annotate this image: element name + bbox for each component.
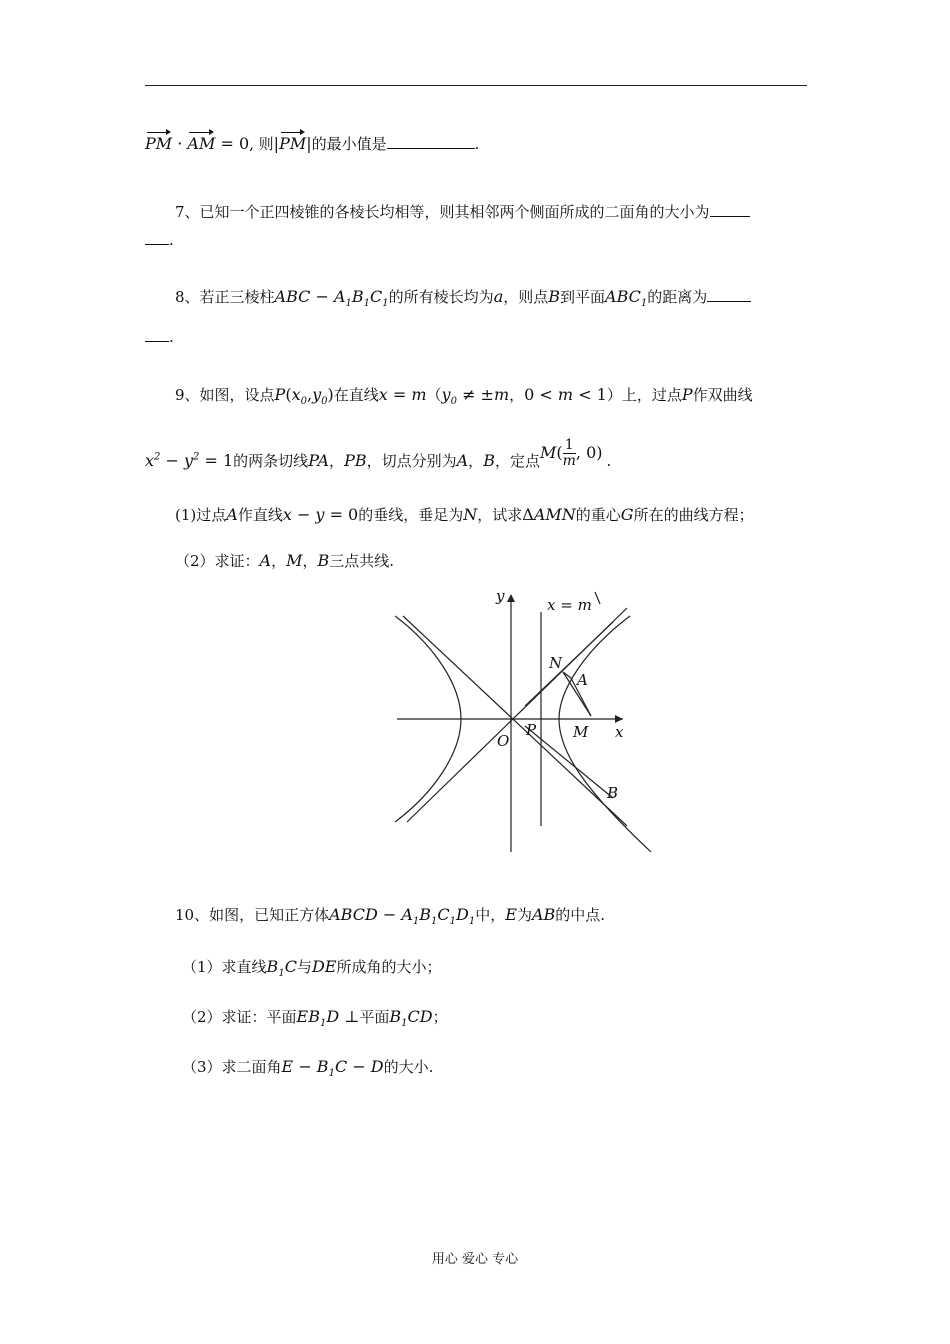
math-expr: x = m	[378, 385, 427, 404]
text: 的所有棱长均为	[388, 288, 494, 306]
text: （2）求证：平面	[182, 1008, 297, 1026]
problem-9-q1	[175, 504, 754, 526]
tangent-pb	[525, 726, 613, 798]
math-expr: $P(x_0,y_0)$	[274, 385, 334, 408]
problem-text: 10、如图，已知正方体	[175, 906, 330, 924]
math-expr: a	[493, 287, 504, 306]
math-expr: ABCD − $A_1B_1C_1D_1$	[329, 905, 476, 928]
math-expr: $y_0 \ne \pm m$	[441, 385, 510, 408]
text: 为	[516, 906, 532, 924]
text: 平面	[359, 1008, 390, 1026]
text: 中，	[475, 906, 506, 924]
axis-tick	[595, 592, 600, 604]
label-x: x	[615, 723, 624, 741]
math-expr: 0 < m < 1	[524, 385, 607, 404]
math-expr: DE	[311, 957, 337, 976]
y-axis-arrow	[507, 594, 515, 602]
text: (1)过点	[175, 506, 227, 524]
math-expr: x − y = 0	[282, 505, 359, 524]
text: .	[606, 452, 612, 470]
label-line: x = m	[547, 596, 592, 614]
tangent-pa	[525, 622, 613, 706]
problem-10-q3	[182, 1056, 433, 1085]
x-axis-arrow	[615, 715, 623, 723]
text: ，	[468, 452, 484, 470]
problem-9-q2	[175, 550, 394, 572]
problem-10	[175, 904, 605, 933]
problem-7-line2	[145, 229, 174, 251]
math-expr: M	[286, 551, 303, 570]
answer-blank	[145, 329, 169, 342]
text: 三点共线.	[329, 552, 395, 570]
asymptote-down	[403, 616, 627, 826]
math-expr: B	[548, 287, 561, 306]
page-footer: 用心 爱心 专心	[431, 1252, 519, 1267]
math-expr: A	[259, 551, 272, 570]
problem-6-tail	[145, 133, 479, 155]
label-m: M	[573, 723, 589, 741]
math-expr: PB	[344, 451, 367, 470]
math-expr: PA	[308, 451, 330, 470]
text: 的最小值是	[311, 135, 387, 153]
text: , 则	[249, 135, 274, 153]
problem-9-line2	[145, 437, 612, 477]
text: 的垂线，垂足为	[358, 506, 464, 524]
text: （2）求证：	[175, 552, 260, 570]
math-expr: $B_1C$	[266, 957, 297, 980]
text: .	[169, 231, 174, 249]
math-expr: $EB_1D$ ⊥	[296, 1007, 360, 1030]
text: ，	[302, 552, 318, 570]
text: 的重心	[575, 506, 621, 524]
problem-9	[175, 384, 753, 413]
problem-10-q2	[182, 1006, 448, 1035]
text: （	[426, 386, 442, 404]
header-rule	[145, 85, 807, 86]
math-expr: ABC − $A_1B_1C_1$	[274, 287, 389, 310]
math-expr: A	[226, 505, 238, 524]
text: ）上，过点	[606, 386, 682, 404]
math-expr: G	[620, 505, 634, 524]
text: 所在的曲线方程；	[633, 506, 754, 524]
math-expr: A	[456, 451, 469, 470]
text: ，试求	[477, 506, 523, 524]
math-expr: AB	[531, 905, 556, 924]
text: ，	[271, 552, 287, 570]
fraction: $\frac{1}{m}$	[562, 437, 576, 469]
problem-text: 9、如图，设点	[175, 386, 275, 404]
label-a: A	[577, 671, 588, 689]
label-n: N	[549, 654, 563, 672]
math-expr: B	[317, 551, 330, 570]
text: 的大小.	[383, 1058, 434, 1076]
math-expr: B	[483, 451, 495, 470]
math-expr: M( $\frac{1}{m}$ , 0)	[539, 437, 603, 469]
answer-blank	[710, 204, 750, 217]
text: 的中点.	[555, 906, 606, 924]
problem-text: 8、若正三棱柱	[175, 288, 275, 306]
math-expr: $E - B_1C - D$	[281, 1057, 384, 1080]
text: ；	[432, 1008, 448, 1026]
math-expr: P	[681, 385, 693, 404]
problem-text: 7、已知一个正四棱锥的各棱长均相等，则其相邻两个侧面所成的二面角的大小为	[175, 203, 710, 221]
text: 到平面	[560, 288, 606, 306]
math-expr: |PM|	[273, 134, 312, 153]
text: .	[474, 135, 480, 153]
text: （3）求二面角	[182, 1058, 282, 1076]
math-expr: ΔAMN	[522, 505, 576, 524]
problem-7	[175, 201, 750, 223]
text: 在直线	[333, 386, 379, 404]
text: 的两条切线	[233, 452, 309, 470]
answer-blank	[707, 289, 751, 302]
math-expr: $x^2 - y^2 = 1$	[145, 451, 234, 470]
problem-8	[175, 286, 751, 315]
answer-blank	[387, 136, 475, 149]
hyperbola-figure	[395, 586, 660, 858]
text: 的距离为	[647, 288, 708, 306]
text: （1）求直线	[182, 958, 267, 976]
label-o: O	[497, 732, 510, 750]
text: 作双曲线	[692, 386, 753, 404]
label-y: y	[496, 587, 505, 605]
problem-10-q1	[182, 956, 441, 985]
text: .	[169, 328, 174, 346]
label-p: P	[526, 721, 537, 739]
math-expr: $ABC_1$	[605, 287, 648, 310]
math-expr: E	[505, 905, 517, 924]
problem-8-line2	[145, 326, 174, 348]
text: ，定点	[494, 452, 540, 470]
text: 作直线	[237, 506, 283, 524]
text: ，切点分别为	[366, 452, 457, 470]
answer-blank	[145, 232, 169, 245]
text: ，则点	[503, 288, 549, 306]
text: 所成角的大小；	[336, 958, 442, 976]
math-expr: PM · AM = 0	[145, 134, 250, 153]
math-expr: $B_1CD$	[389, 1007, 433, 1030]
label-b: B	[607, 784, 619, 802]
text: ，	[329, 452, 345, 470]
text: ，	[509, 386, 525, 404]
text: 与	[296, 958, 312, 976]
math-expr: N	[463, 505, 478, 524]
